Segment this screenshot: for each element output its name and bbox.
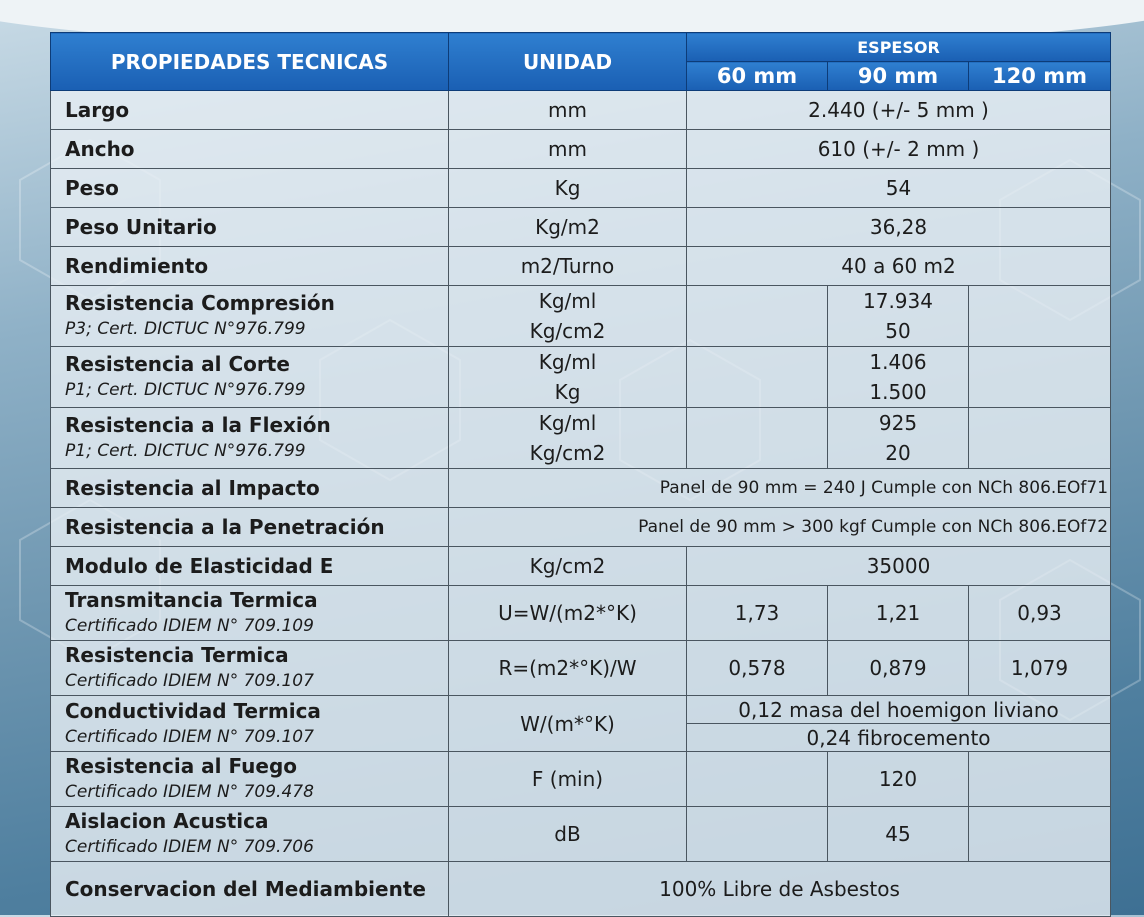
row-conductividad: [51, 696, 1111, 724]
row-fuego: [51, 752, 1111, 807]
property-name: Resistencia Compresión: [65, 291, 335, 315]
property-name: Conservacion del Mediambiente: [65, 877, 426, 901]
value-60mm: [687, 807, 828, 862]
property-name: Rendimiento: [65, 254, 209, 278]
value-60mm: [687, 408, 828, 469]
row-resistencia-termica: [51, 641, 1111, 696]
row-mediambiente: [51, 862, 1111, 917]
unit-cell: R=(m2*°K)/W: [449, 641, 687, 696]
technical-properties-table: [50, 32, 1111, 917]
row-impacto: [51, 469, 1111, 508]
value-120mm: [969, 408, 1111, 469]
value-90mm: 120: [828, 752, 969, 807]
row-compresion: [51, 286, 1111, 347]
value-120mm: 1,079: [969, 641, 1111, 696]
value-90mm-line: 1.406: [869, 350, 927, 374]
value-line: 0,12 masa del hoemigon liviano: [687, 696, 1111, 724]
header-thickness: ESPESOR: [687, 33, 1111, 62]
property-certificate: Certificado IDIEM N° 709.107: [65, 726, 314, 747]
unit-line: Kg/cm2: [529, 441, 606, 465]
value-cell: 100% Libre de Asbestos: [449, 862, 1111, 917]
unit-cell: Kg/cm2: [449, 547, 687, 586]
value-90mm: 1,21: [828, 586, 969, 641]
value-cell: 2.440 (+/- 5 mm ): [687, 91, 1111, 130]
row-corte: [51, 347, 1111, 408]
unit-line: Kg: [554, 380, 581, 404]
value-60mm: 1,73: [687, 586, 828, 641]
property-certificate: P1; Cert. DICTUC N°976.799: [65, 441, 306, 461]
unit-cell: Kg/m2: [449, 208, 687, 247]
header-120mm: 120 mm: [969, 62, 1111, 91]
technical-properties-sheet: [50, 32, 1110, 917]
row-acustica: [51, 807, 1111, 862]
property-name: Peso: [65, 176, 119, 200]
value-60mm: [687, 286, 828, 347]
compliance-note: Panel de 90 mm = 240 J Cumple con NCh 806.EOf71: [449, 469, 1111, 508]
value-90mm-line: 50: [885, 319, 911, 343]
row-largo: [51, 91, 1111, 130]
unit-cell: W/(m*°K): [449, 696, 687, 752]
row-ancho: [51, 130, 1111, 169]
unit-cell: U=W/(m2*°K): [449, 586, 687, 641]
value-cell: 610 (+/- 2 mm ): [687, 130, 1111, 169]
unit-line: Kg/ml: [538, 289, 597, 313]
value-90mm: 0,879: [828, 641, 969, 696]
unit-line: Kg/cm2: [529, 319, 606, 343]
property-name: Transmitancia Termica: [65, 588, 318, 612]
unit-line: Kg/ml: [538, 350, 597, 374]
property-name: Peso Unitario: [65, 215, 217, 239]
property-certificate: P3; Cert. DICTUC N°976.799: [65, 319, 306, 339]
property-name: Modulo de Elasticidad E: [65, 554, 334, 578]
value-90mm-line: 17.934: [863, 289, 933, 313]
value-120mm: [969, 752, 1111, 807]
property-name: Aislacion Acustica: [65, 809, 269, 833]
value-cell: 35000: [687, 547, 1111, 586]
property-name: Resistencia Termica: [65, 643, 289, 667]
property-certificate: P1; Cert. DICTUC N°976.799: [65, 380, 306, 400]
property-certificate: Certificado IDIEM N° 709.109: [65, 616, 314, 636]
row-peso: [51, 169, 1111, 208]
value-120mm: 0,93: [969, 586, 1111, 641]
value-60mm: [687, 347, 828, 408]
property-name: Ancho: [65, 137, 135, 161]
row-transmitancia: [51, 586, 1111, 641]
value-90mm-line: 925: [878, 411, 918, 435]
property-name: Largo: [65, 98, 130, 122]
property-name: Resistencia a la Penetración: [65, 515, 385, 539]
unit-cell: mm: [449, 91, 687, 130]
value-90mm-line: 20: [885, 441, 911, 465]
value-line: 0,24 fibrocemento: [687, 724, 1111, 752]
value-cell: 40 a 60 m2: [687, 247, 1111, 286]
property-name: Resistencia al Impacto: [65, 476, 320, 500]
value-90mm-line: 1.500: [869, 380, 927, 404]
property-name: Resistencia al Corte: [65, 352, 290, 376]
value-60mm: 0,578: [687, 641, 828, 696]
unit-cell: F (min): [449, 752, 687, 807]
row-rendimiento: [51, 247, 1111, 286]
row-elasticidad: [51, 547, 1111, 586]
property-certificate: Certificado IDIEM N° 709.107: [65, 671, 314, 691]
value-120mm: [969, 286, 1111, 347]
unit-cell: m2/Turno: [449, 247, 687, 286]
property-certificate: Certificado IDIEM N° 709.706: [65, 837, 314, 857]
unit-cell: Kg: [449, 169, 687, 208]
header-properties: PROPIEDADES TECNICAS: [51, 33, 449, 91]
unit-cell: dB: [449, 807, 687, 862]
row-flexion: [51, 408, 1111, 469]
unit-cell: mm: [449, 130, 687, 169]
property-name: Conductividad Termica: [65, 698, 321, 723]
value-120mm: [969, 347, 1111, 408]
compliance-note: Panel de 90 mm > 300 kgf Cumple con NCh 806.EOf72: [449, 508, 1111, 547]
unit-line: Kg/ml: [538, 411, 597, 435]
header-60mm: 60 mm: [687, 62, 828, 91]
value-90mm: 45: [828, 807, 969, 862]
row-penetracion: [51, 508, 1111, 547]
header-90mm: 90 mm: [828, 62, 969, 91]
property-name: Resistencia a la Flexión: [65, 413, 331, 437]
header-unit: UNIDAD: [449, 33, 687, 91]
property-certificate: Certificado IDIEM N° 709.478: [65, 782, 314, 802]
property-name: Resistencia al Fuego: [65, 754, 298, 778]
value-cell: 36,28: [687, 208, 1111, 247]
value-60mm: [687, 752, 828, 807]
value-120mm: [969, 807, 1111, 862]
row-peso-unitario: [51, 208, 1111, 247]
value-cell: 54: [687, 169, 1111, 208]
